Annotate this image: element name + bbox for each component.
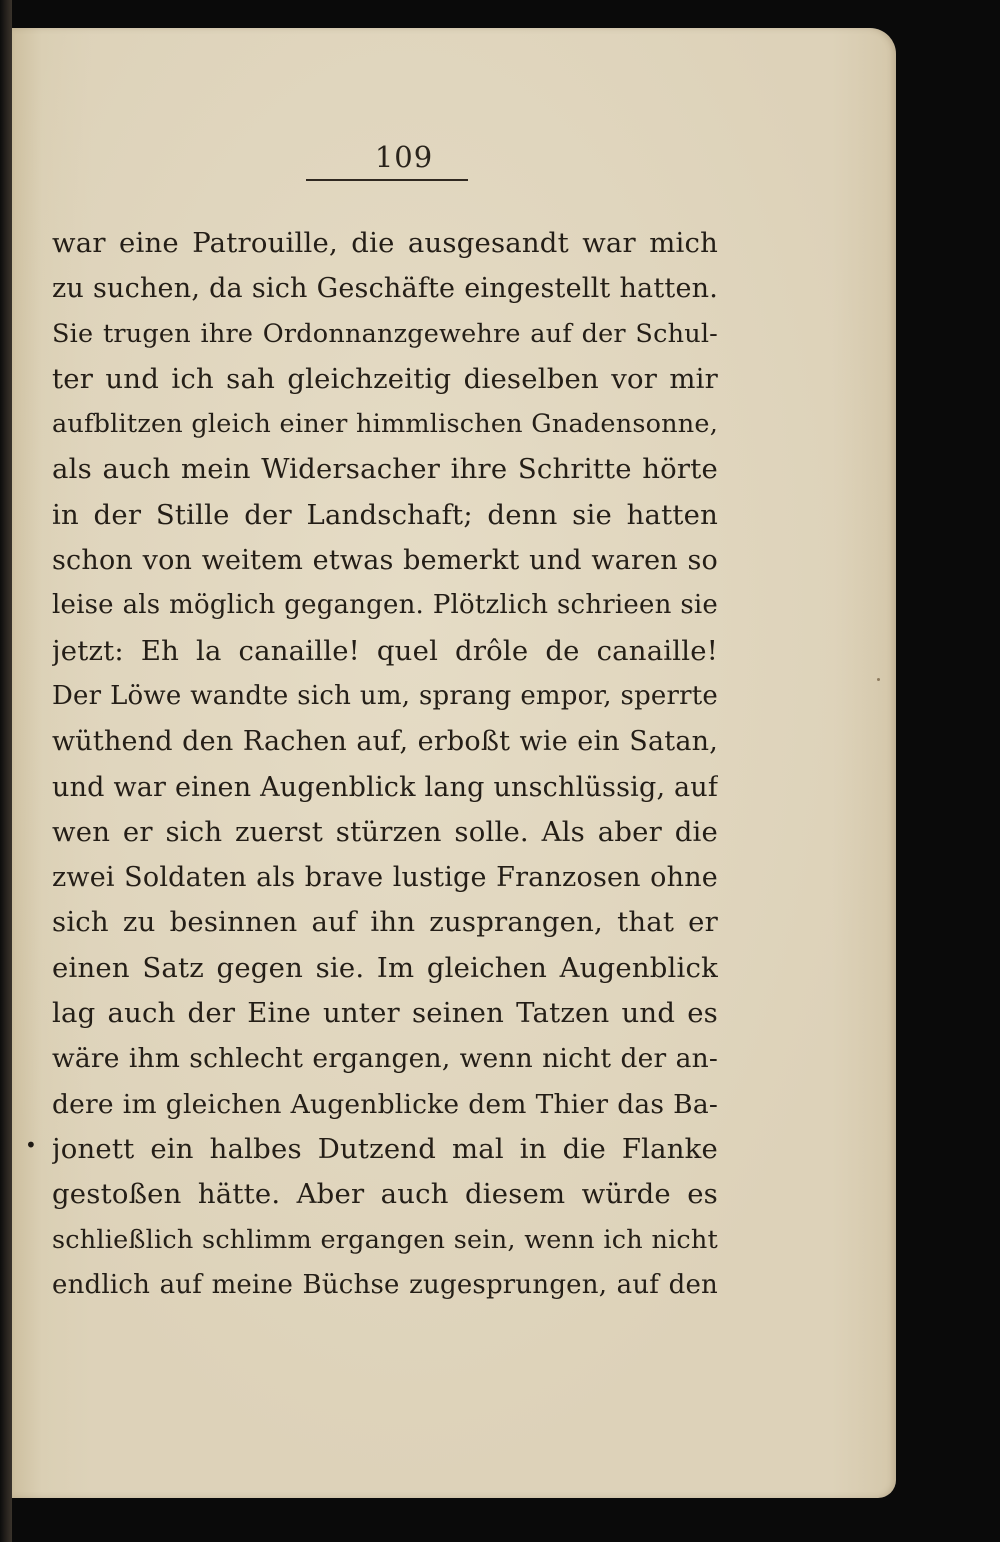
text-line: als auch mein Widersacher ihre Schritte hörte — [52, 453, 718, 486]
text-line: zwei Soldaten als brave lustige Franzosen ohne — [52, 862, 718, 894]
body-text — [52, 221, 718, 1308]
text-line: zu suchen, da sich Geschäfte eingestellt hatten. — [52, 273, 718, 305]
text-line: wüthend den Rachen auf, erboßt wie ein Satan, — [52, 726, 718, 758]
text-line: lag auch der Eine unter seinen Tatzen und es — [52, 997, 718, 1030]
header-rule — [306, 179, 468, 181]
text-line: dere im gleichen Augenblicke dem Thier das Ba- — [52, 1088, 718, 1120]
text-line: endlich auf meine Büchse zugesprungen, auf den — [52, 1269, 718, 1300]
text-line: war eine Patrouille, die ausgesandt war mich — [52, 227, 718, 259]
text-line: Der Löwe wandte sich um, sprang empor, sperrte — [52, 680, 718, 711]
text-line: jetzt: Eh la canaille! quel drôle de canaille! — [52, 634, 718, 667]
text-line: in der Stille der Landschaft; denn sie hatten — [52, 498, 718, 531]
text-line: jonett ein halbes Dutzend mal in die Flanke — [52, 1132, 718, 1165]
text-line: schon von weitem etwas bemerkt und waren so — [52, 545, 718, 577]
text-line: und war einen Augenblick lang unschlüssig, auf — [52, 771, 718, 803]
margin-mark: • — [25, 1133, 37, 1157]
text-line: aufblitzen gleich einer himmlischen Gnadensonne, — [52, 409, 718, 440]
page-number: 109 — [374, 140, 434, 174]
binding-edge — [0, 0, 12, 1542]
text-line: leise als möglich gegangen. Plötzlich schrieen sie — [52, 590, 718, 621]
book-page — [12, 28, 896, 1498]
text-line: sich zu besinnen auf ihn zusprangen, that er — [52, 906, 718, 939]
text-line: Sie trugen ihre Ordonnanzgewehre auf der Schul- — [52, 318, 718, 349]
text-line: ter und ich sah gleichzeitig dieselben vor mir — [52, 362, 718, 395]
text-line: gestoßen hätte. Aber auch diesem würde es — [52, 1178, 718, 1211]
text-line: schließlich schlimm ergangen sein, wenn ich nicht — [52, 1224, 718, 1255]
text-line: einen Satz gegen sie. Im gleichen Augenblick — [52, 951, 718, 984]
text-line: wäre ihm schlecht ergangen, wenn nicht der an- — [52, 1043, 718, 1075]
paper-speck — [877, 678, 880, 681]
text-line: wen er sich zuerst stürzen solle. Als aber die — [52, 815, 718, 848]
